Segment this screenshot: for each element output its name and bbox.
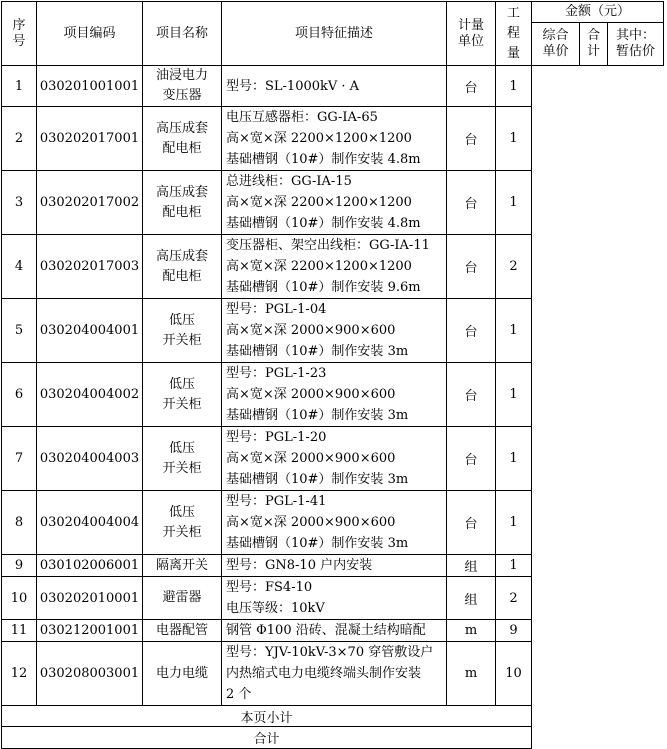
row-unit: 台	[447, 66, 496, 107]
row-code: 030202017001	[37, 107, 143, 171]
row-description-line: 基础槽钢（10#）制作安装 3m	[226, 472, 409, 487]
row-description-line: 高×宽×深 2200×1200×1200	[226, 259, 412, 274]
row-name	[143, 299, 222, 363]
row-seq: 11	[2, 620, 37, 642]
row-seq: 4	[2, 235, 37, 299]
row-name-line: 电力电缆	[155, 665, 208, 681]
row-qty: 9	[496, 620, 532, 642]
row-code: 030204004003	[37, 427, 143, 491]
row-name	[143, 66, 222, 107]
row-description	[222, 427, 447, 491]
row-name	[143, 107, 222, 171]
row-description-line: 高×宽×深 2000×900×600	[226, 451, 396, 466]
row-description-line: 高×宽×深 2000×900×600	[226, 387, 396, 402]
row-name-line: 开关柜	[162, 524, 202, 540]
row-qty: 1	[496, 171, 532, 235]
row-description-line: 变压器柜、架空出线柜：GG-IA-11	[226, 238, 430, 253]
row-description-line: 型号：FS4-10	[226, 580, 313, 595]
qty-header: 工 程 量	[496, 2, 532, 66]
row-description-line: 高×宽×深 2000×900×600	[226, 323, 396, 338]
row-description	[222, 491, 447, 555]
row-qty: 2	[496, 577, 532, 620]
row-name	[143, 491, 222, 555]
page-subtotal-label: 本页小计	[2, 706, 532, 727]
row-name-line: 隔离开关	[155, 557, 208, 573]
table-row	[2, 66, 664, 107]
row-seq: 5	[2, 299, 37, 363]
row-description	[222, 107, 447, 171]
row-unit: 台	[447, 299, 496, 363]
row-unit: 台	[447, 491, 496, 555]
row-unit: 组	[447, 555, 496, 577]
row-qty: 1	[496, 491, 532, 555]
row-description	[222, 235, 447, 299]
row-description-line: 钢管 Φ100 沿砖、混凝土结构暗配	[226, 623, 426, 638]
row-unit: 台	[447, 427, 496, 491]
provisional-header: 其中： 暂估价	[608, 23, 664, 66]
row-name-line: 高压成套	[155, 184, 208, 200]
row-name-line: 高压成套	[155, 120, 208, 136]
grand-total-label: 合计	[2, 727, 532, 749]
header-row	[2, 2, 664, 23]
row-name	[143, 171, 222, 235]
unit-price-header: 综合 单价	[532, 23, 580, 66]
row-description-line: 电压等级：10kV	[226, 601, 325, 616]
row-unit: 台	[447, 171, 496, 235]
row-name	[143, 235, 222, 299]
row-name-line: 开关柜	[162, 332, 202, 348]
seq-header: 序 号	[2, 2, 37, 66]
row-name-line: 开关柜	[162, 396, 202, 412]
row-description-line: 内热缩式电力电缆终端头制作安装	[226, 666, 422, 681]
row-qty: 1	[496, 427, 532, 491]
row-name-line: 变压器	[162, 88, 202, 103]
row-name-line: 开关柜	[162, 460, 202, 476]
row-description-line: 型号：PGL-1-41	[226, 494, 327, 509]
row-qty: 1	[496, 363, 532, 427]
row-name	[143, 363, 222, 427]
row-description-line: 型号：GN8-10 户内安装	[226, 558, 373, 573]
row-description	[222, 363, 447, 427]
row-name	[143, 642, 222, 706]
row-code: 030212001001	[37, 620, 143, 642]
row-description-line: 2 个	[226, 687, 252, 702]
row-code: 030208003001	[37, 642, 143, 706]
row-description-line: 基础槽钢（10#）制作安装 3m	[226, 408, 409, 423]
row-name-line: 低压	[168, 440, 195, 456]
row-code: 030202017003	[37, 235, 143, 299]
row-qty: 1	[496, 107, 532, 171]
unit-header: 计量 单位	[447, 2, 496, 66]
row-description-line: 型号：PGL-1-23	[226, 366, 327, 381]
row-seq: 12	[2, 642, 37, 706]
row-seq: 10	[2, 577, 37, 620]
row-seq: 9	[2, 555, 37, 577]
row-seq: 1	[2, 66, 37, 107]
code-header: 项目编码	[37, 2, 143, 66]
row-seq: 3	[2, 171, 37, 235]
row-name-line: 低压	[168, 312, 195, 328]
row-description-line: 总进线柜：GG-IA-15	[226, 174, 352, 189]
row-qty: 10	[496, 642, 532, 706]
row-description	[222, 620, 447, 642]
row-name-line: 配电柜	[162, 204, 202, 220]
row-name	[143, 555, 222, 577]
row-name-line: 低压	[168, 376, 195, 392]
row-description	[222, 66, 447, 107]
quantities-table	[1, 1, 664, 749]
row-description	[222, 577, 447, 620]
row-unit: 台	[447, 107, 496, 171]
total-header: 合 计	[580, 23, 608, 66]
row-unit: 台	[447, 363, 496, 427]
desc-header: 项目特征描述	[222, 2, 447, 66]
row-name-line: 配电柜	[162, 268, 202, 284]
row-description	[222, 299, 447, 363]
row-description-line: 型号：YJV-10kV-3×70 穿管敷设户	[226, 645, 434, 660]
row-description-line: 型号：PGL-1-04	[226, 302, 327, 317]
row-name	[143, 427, 222, 491]
row-name-line: 低压	[168, 504, 195, 520]
row-description-line: 基础槽钢（10#）制作安装 3m	[226, 344, 409, 359]
row-seq: 6	[2, 363, 37, 427]
row-name-line: 配电柜	[162, 140, 202, 156]
name-header: 项目名称	[143, 2, 222, 66]
row-qty: 1	[496, 555, 532, 577]
row-description	[222, 171, 447, 235]
row-code: 030201001001	[37, 66, 143, 107]
row-qty: 1	[496, 66, 532, 107]
row-code: 030204004002	[37, 363, 143, 427]
row-description-line: 基础槽钢（10#）制作安装 4.8m	[226, 216, 421, 231]
row-name-line: 高压成套	[155, 248, 208, 264]
row-unit: 组	[447, 577, 496, 620]
row-seq: 8	[2, 491, 37, 555]
row-description-line: 基础槽钢（10#）制作安装 3m	[226, 536, 409, 551]
row-seq: 7	[2, 427, 37, 491]
row-qty: 1	[496, 299, 532, 363]
row-description-line: 基础槽钢（10#）制作安装 4.8m	[226, 152, 421, 167]
row-code: 030204004001	[37, 299, 143, 363]
row-name	[143, 577, 222, 620]
row-description-line: 型号：PGL-1-20	[226, 430, 327, 445]
row-qty: 2	[496, 235, 532, 299]
row-description-line: 高×宽×深 2000×900×600	[226, 515, 396, 530]
row-unit: m	[447, 642, 496, 706]
row-seq: 2	[2, 107, 37, 171]
row-code: 030204004004	[37, 491, 143, 555]
row-name-line: 避雷器	[162, 590, 202, 605]
amount-blank-area	[532, 66, 664, 749]
row-code: 030202010001	[37, 577, 143, 620]
row-name-line: 油浸电力	[155, 68, 208, 83]
row-description-line: 基础槽钢（10#）制作安装 9.6m	[226, 280, 421, 295]
row-name-line: 电器配管	[155, 622, 208, 638]
row-description	[222, 555, 447, 577]
row-description	[222, 642, 447, 706]
row-code: 030202017002	[37, 171, 143, 235]
amount-header: 金额（元）	[532, 2, 664, 23]
row-description-line: 电压互感器柜：GG-IA-65	[226, 110, 378, 125]
row-code: 030102006001	[37, 555, 143, 577]
row-description-line: 高×宽×深 2200×1200×1200	[226, 131, 412, 146]
row-description-line: 高×宽×深 2200×1200×1200	[226, 195, 412, 210]
row-name	[143, 620, 222, 642]
row-unit: 台	[447, 235, 496, 299]
row-unit: m	[447, 620, 496, 642]
row-description-line: 型号：SL-1000kV · A	[226, 78, 360, 94]
